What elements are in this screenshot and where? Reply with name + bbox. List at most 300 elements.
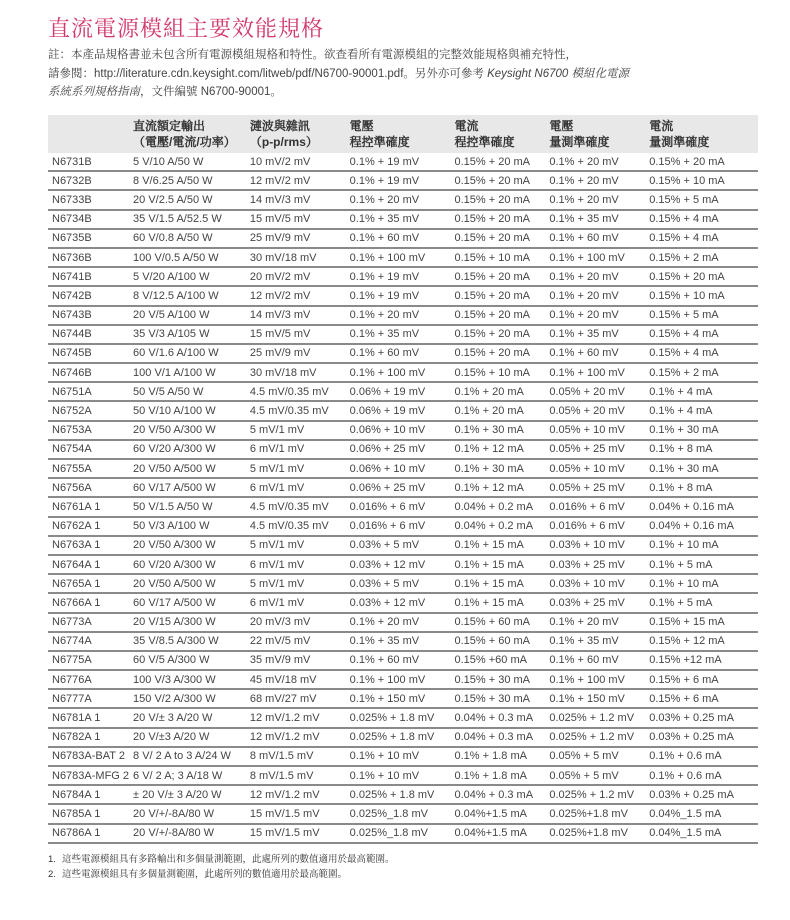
cell-ripple-noise: 25 mV/9 mV	[246, 344, 346, 363]
cell-dc-output: 20 V/5 A/100 W	[129, 306, 246, 325]
note-guide-title-cont: 系統系列規格指南	[48, 86, 140, 98]
cell-ripple-noise: 12 mV/1.2 mV	[246, 785, 346, 804]
cell-current-meas-accuracy: 0.15% + 10 mA	[645, 171, 758, 190]
cell-dc-output: 60 V/0.8 A/50 W	[129, 229, 246, 248]
cell-current-prog-accuracy: 0.1% + 1.8 mA	[450, 747, 545, 766]
cell-voltage-meas-accuracy: 0.1% + 60 mV	[545, 651, 645, 670]
cell-dc-output: 60 V/1.6 A/100 W	[129, 344, 246, 363]
footnote-1: 1. 這些電源模組具有多路輸出和多個量測範圍，此處所列的數值適用於最高範圍。	[48, 854, 395, 865]
cell-current-meas-accuracy: 0.15% + 5 mA	[645, 306, 758, 325]
cell-model: N6776A	[48, 670, 129, 689]
cell-current-prog-accuracy: 0.1% + 12 mA	[450, 478, 545, 497]
footnotes	[48, 852, 395, 882]
cell-voltage-prog-accuracy: 0.1% + 19 mV	[346, 267, 451, 286]
cell-current-prog-accuracy: 0.04% + 0.2 mA	[450, 517, 545, 536]
cell-current-prog-accuracy: 0.04%+1.5 mA	[450, 824, 545, 843]
cell-voltage-prog-accuracy: 0.025% + 1.8 mV	[346, 785, 451, 804]
cell-voltage-prog-accuracy: 0.03% + 5 mV	[346, 536, 451, 555]
table-row	[48, 401, 758, 420]
cell-dc-output: 35 V/3 A/105 W	[129, 325, 246, 344]
cell-voltage-prog-accuracy: 0.1% + 100 mV	[346, 363, 451, 382]
cell-voltage-prog-accuracy: 0.1% + 60 mV	[346, 229, 451, 248]
cell-ripple-noise: 6 mV/1 mV	[246, 440, 346, 459]
cell-model: N6784A 1	[48, 785, 129, 804]
cell-voltage-prog-accuracy: 0.1% + 150 mV	[346, 689, 451, 708]
cell-dc-output: 8 V/12.5 A/100 W	[129, 286, 246, 305]
cell-model: N6781A 1	[48, 708, 129, 727]
cell-current-prog-accuracy: 0.15% + 20 mA	[450, 325, 545, 344]
cell-voltage-meas-accuracy: 0.1% + 20 mV	[545, 306, 645, 325]
cell-voltage-meas-accuracy: 0.016% + 6 mV	[545, 497, 645, 516]
cell-current-meas-accuracy: 0.15% + 12 mA	[645, 632, 758, 651]
cell-ripple-noise: 20 mV/3 mV	[246, 613, 346, 632]
cell-ripple-noise: 12 mV/1.2 mV	[246, 708, 346, 727]
cell-current-meas-accuracy: 0.15% +12 mA	[645, 651, 758, 670]
cell-voltage-meas-accuracy: 0.05% + 10 mV	[545, 459, 645, 478]
table-row	[48, 613, 758, 632]
cell-model: N6761A 1	[48, 497, 129, 516]
cell-voltage-meas-accuracy: 0.1% + 150 mV	[545, 689, 645, 708]
cell-voltage-meas-accuracy: 0.1% + 20 mV	[545, 171, 645, 190]
table-row	[48, 728, 758, 747]
column-header-ripple-noise	[246, 115, 346, 153]
cell-dc-output: 100 V/1 A/100 W	[129, 363, 246, 382]
cell-ripple-noise: 30 mV/18 mV	[246, 363, 346, 382]
cell-dc-output: 20 V/± 3 A/20 W	[129, 708, 246, 727]
cell-model: N6734B	[48, 210, 129, 229]
cell-current-prog-accuracy: 0.15% + 30 mA	[450, 689, 545, 708]
cell-current-meas-accuracy: 0.04% + 0.16 mA	[645, 497, 758, 516]
table-row	[48, 747, 758, 766]
cell-current-prog-accuracy: 0.1% + 15 mA	[450, 536, 545, 555]
cell-dc-output: 6 V/ 2 A; 3 A/18 W	[129, 766, 246, 785]
column-header-line: （電壓/電流/功率）	[133, 135, 236, 149]
cell-current-prog-accuracy: 0.15% + 20 mA	[450, 286, 545, 305]
cell-current-prog-accuracy: 0.15% +60 mA	[450, 651, 545, 670]
cell-ripple-noise: 14 mV/3 mV	[246, 190, 346, 209]
cell-voltage-meas-accuracy: 0.05% + 25 mV	[545, 440, 645, 459]
cell-current-meas-accuracy: 0.1% + 4 mA	[645, 401, 758, 420]
cell-current-prog-accuracy: 0.04% + 0.2 mA	[450, 497, 545, 516]
cell-current-meas-accuracy: 0.15% + 6 mA	[645, 689, 758, 708]
table-row	[48, 555, 758, 574]
table-header-row	[48, 115, 758, 153]
cell-voltage-meas-accuracy: 0.05% + 5 mV	[545, 766, 645, 785]
cell-model: N6783A-MFG 2	[48, 766, 129, 785]
cell-voltage-meas-accuracy: 0.03% + 25 mV	[545, 593, 645, 612]
cell-voltage-prog-accuracy: 0.1% + 20 mV	[346, 306, 451, 325]
cell-current-meas-accuracy: 0.15% + 6 mA	[645, 670, 758, 689]
column-header-line: 漣波與雜訊	[249, 119, 310, 133]
cell-dc-output: 20 V/50 A/500 W	[129, 574, 246, 593]
cell-model: N6756A	[48, 478, 129, 497]
table-row	[48, 267, 758, 286]
cell-current-prog-accuracy: 0.04% + 0.3 mA	[450, 728, 545, 747]
cell-current-prog-accuracy: 0.1% + 30 mA	[450, 459, 545, 478]
cell-model: N6765A 1	[48, 574, 129, 593]
cell-ripple-noise: 6 mV/1 mV	[246, 478, 346, 497]
cell-voltage-prog-accuracy: 0.1% + 20 mV	[346, 190, 451, 209]
cell-current-meas-accuracy: 0.15% + 4 mA	[645, 325, 758, 344]
page-title: 直流電源模組主要效能規格	[48, 16, 325, 41]
spec-note	[48, 46, 748, 102]
cell-voltage-prog-accuracy: 0.1% + 35 mV	[346, 325, 451, 344]
column-header-current-prog-accuracy	[450, 115, 545, 153]
cell-current-meas-accuracy: 0.03% + 0.25 mA	[645, 728, 758, 747]
column-header-line: 電流	[649, 119, 674, 133]
cell-voltage-meas-accuracy: 0.025% + 1.2 mV	[545, 785, 645, 804]
table-row	[48, 344, 758, 363]
cell-voltage-meas-accuracy: 0.1% + 35 mV	[545, 210, 645, 229]
cell-dc-output: 100 V/3 A/300 W	[129, 670, 246, 689]
cell-dc-output: 60 V/17 A/500 W	[129, 478, 246, 497]
cell-voltage-meas-accuracy: 0.1% + 20 mV	[545, 613, 645, 632]
cell-ripple-noise: 12 mV/1.2 mV	[246, 728, 346, 747]
note-guide-title: Keysight N6700 模組化電源	[487, 67, 629, 80]
table-row	[48, 574, 758, 593]
cell-current-meas-accuracy: 0.1% + 8 mA	[645, 478, 758, 497]
cell-model: N6732B	[48, 171, 129, 190]
table-row	[48, 190, 758, 209]
cell-voltage-prog-accuracy: 0.1% + 19 mV	[346, 171, 451, 190]
column-header-line: 直流額定輸出	[133, 119, 206, 133]
table-row	[48, 766, 758, 785]
cell-dc-output: 50 V/3 A/100 W	[129, 517, 246, 536]
cell-voltage-prog-accuracy: 0.06% + 10 mV	[346, 459, 451, 478]
cell-voltage-prog-accuracy: 0.016% + 6 mV	[346, 497, 451, 516]
cell-current-prog-accuracy: 0.1% + 30 mA	[450, 421, 545, 440]
cell-model: N6764A 1	[48, 555, 129, 574]
cell-current-meas-accuracy: 0.15% + 4 mA	[645, 229, 758, 248]
cell-voltage-prog-accuracy: 0.1% + 60 mV	[346, 344, 451, 363]
cell-model: N6741B	[48, 267, 129, 286]
cell-voltage-prog-accuracy: 0.1% + 100 mV	[346, 670, 451, 689]
cell-voltage-prog-accuracy: 0.1% + 10 mV	[346, 766, 451, 785]
cell-voltage-prog-accuracy: 0.06% + 25 mV	[346, 478, 451, 497]
cell-dc-output: 60 V/5 A/300 W	[129, 651, 246, 670]
cell-model: N6766A 1	[48, 593, 129, 612]
cell-voltage-meas-accuracy: 0.05% + 25 mV	[545, 478, 645, 497]
cell-voltage-prog-accuracy: 0.1% + 60 mV	[346, 651, 451, 670]
cell-model: N6762A 1	[48, 517, 129, 536]
cell-voltage-meas-accuracy: 0.05% + 20 mV	[545, 401, 645, 420]
cell-voltage-prog-accuracy: 0.025% + 1.8 mV	[346, 728, 451, 747]
cell-ripple-noise: 12 mV/2 mV	[246, 286, 346, 305]
cell-dc-output: 20 V/+/-8A/80 W	[129, 824, 246, 843]
cell-model: N6786A 1	[48, 824, 129, 843]
cell-ripple-noise: 4.5 mV/0.35 mV	[246, 497, 346, 516]
cell-voltage-meas-accuracy: 0.1% + 20 mV	[545, 153, 645, 171]
cell-current-meas-accuracy: 0.1% + 4 mA	[645, 382, 758, 401]
cell-current-prog-accuracy: 0.15% + 20 mA	[450, 229, 545, 248]
cell-model: N6751A	[48, 382, 129, 401]
cell-current-meas-accuracy: 0.15% + 4 mA	[645, 210, 758, 229]
cell-model: N6745B	[48, 344, 129, 363]
cell-dc-output: 60 V/20 A/300 W	[129, 440, 246, 459]
column-header-line: 量測準確度	[649, 135, 710, 149]
cell-current-prog-accuracy: 0.1% + 15 mA	[450, 593, 545, 612]
cell-voltage-prog-accuracy: 0.1% + 19 mV	[346, 286, 451, 305]
cell-current-prog-accuracy: 0.15% + 10 mA	[450, 248, 545, 267]
table-row	[48, 171, 758, 190]
cell-current-prog-accuracy: 0.15% + 20 mA	[450, 306, 545, 325]
cell-voltage-meas-accuracy: 0.1% + 20 mV	[545, 286, 645, 305]
table-row	[48, 306, 758, 325]
table-row	[48, 689, 758, 708]
cell-current-prog-accuracy: 0.04% + 0.3 mA	[450, 708, 545, 727]
table-row	[48, 440, 758, 459]
cell-model: N6733B	[48, 190, 129, 209]
cell-model: N6773A	[48, 613, 129, 632]
table-row	[48, 248, 758, 267]
cell-dc-output: 20 V/50 A/500 W	[129, 459, 246, 478]
cell-dc-output: 5 V/10 A/50 W	[129, 153, 246, 171]
cell-ripple-noise: 6 mV/1 mV	[246, 593, 346, 612]
cell-dc-output: 60 V/17 A/500 W	[129, 593, 246, 612]
cell-voltage-prog-accuracy: 0.06% + 19 mV	[346, 382, 451, 401]
cell-ripple-noise: 22 mV/5 mV	[246, 632, 346, 651]
cell-ripple-noise: 15 mV/5 mV	[246, 325, 346, 344]
cell-model: N6753A	[48, 421, 129, 440]
cell-dc-output: 8 V/6.25 A/50 W	[129, 171, 246, 190]
cell-model: N6774A	[48, 632, 129, 651]
cell-ripple-noise: 12 mV/2 mV	[246, 171, 346, 190]
table-row	[48, 804, 758, 823]
cell-voltage-prog-accuracy: 0.025% + 1.8 mV	[346, 708, 451, 727]
cell-current-meas-accuracy: 0.15% + 4 mA	[645, 344, 758, 363]
cell-current-meas-accuracy: 0.15% + 2 mA	[645, 248, 758, 267]
cell-current-prog-accuracy: 0.1% + 15 mA	[450, 555, 545, 574]
cell-ripple-noise: 4.5 mV/0.35 mV	[246, 517, 346, 536]
cell-dc-output: 20 V/50 A/300 W	[129, 536, 246, 555]
cell-dc-output: 150 V/2 A/300 W	[129, 689, 246, 708]
cell-dc-output: 35 V/8.5 A/300 W	[129, 632, 246, 651]
footnote-2: 2. 這些電源模組具有多個量測範圍，此處所列的數值適用於最高範圍。	[48, 869, 348, 880]
table-row	[48, 153, 758, 171]
cell-model: N6735B	[48, 229, 129, 248]
cell-dc-output: 100 V/0.5 A/50 W	[129, 248, 246, 267]
cell-ripple-noise: 10 mV/2 mV	[246, 153, 346, 171]
cell-ripple-noise: 35 mV/9 mV	[246, 651, 346, 670]
column-header-current-meas-accuracy	[645, 115, 758, 153]
cell-ripple-noise: 30 mV/18 mV	[246, 248, 346, 267]
cell-current-meas-accuracy: 0.15% + 5 mA	[645, 190, 758, 209]
column-header-line: 電壓	[549, 119, 574, 133]
cell-ripple-noise: 45 mV/18 mV	[246, 670, 346, 689]
cell-voltage-meas-accuracy: 0.1% + 60 mV	[545, 344, 645, 363]
cell-voltage-meas-accuracy: 0.1% + 20 mV	[545, 190, 645, 209]
cell-current-meas-accuracy: 0.04%_1.5 mA	[645, 804, 758, 823]
cell-current-prog-accuracy: 0.15% + 60 mA	[450, 613, 545, 632]
cell-dc-output: 20 V/±3 A/20 W	[129, 728, 246, 747]
table-row	[48, 785, 758, 804]
column-header-model	[48, 115, 129, 153]
cell-voltage-meas-accuracy: 0.1% + 35 mV	[545, 325, 645, 344]
cell-current-prog-accuracy: 0.1% + 20 mA	[450, 401, 545, 420]
table-row	[48, 210, 758, 229]
cell-current-meas-accuracy: 0.1% + 30 mA	[645, 459, 758, 478]
column-header-line: 電流	[454, 119, 479, 133]
cell-voltage-prog-accuracy: 0.1% + 19 mV	[346, 153, 451, 171]
cell-model: N6782A 1	[48, 728, 129, 747]
cell-ripple-noise: 25 mV/9 mV	[246, 229, 346, 248]
cell-current-prog-accuracy: 0.04% + 0.3 mA	[450, 785, 545, 804]
cell-dc-output: 20 V/+/-8A/80 W	[129, 804, 246, 823]
cell-dc-output: 20 V/15 A/300 W	[129, 613, 246, 632]
table-row	[48, 824, 758, 843]
cell-model: N6777A	[48, 689, 129, 708]
table-row	[48, 536, 758, 555]
cell-dc-output: 35 V/1.5 A/52.5 W	[129, 210, 246, 229]
cell-model: N6746B	[48, 363, 129, 382]
cell-model: N6755A	[48, 459, 129, 478]
cell-current-meas-accuracy: 0.1% + 5 mA	[645, 555, 758, 574]
cell-voltage-meas-accuracy: 0.1% + 20 mV	[545, 267, 645, 286]
cell-voltage-meas-accuracy: 0.05% + 20 mV	[545, 382, 645, 401]
cell-current-prog-accuracy: 0.15% + 20 mA	[450, 153, 545, 171]
cell-dc-output: 20 V/50 A/300 W	[129, 421, 246, 440]
cell-dc-output: 8 V/ 2 A to 3 A/24 W	[129, 747, 246, 766]
cell-current-meas-accuracy: 0.15% + 10 mA	[645, 286, 758, 305]
cell-ripple-noise: 20 mV/2 mV	[246, 267, 346, 286]
cell-model: N6775A	[48, 651, 129, 670]
table-row	[48, 382, 758, 401]
cell-ripple-noise: 4.5 mV/0.35 mV	[246, 382, 346, 401]
table-row	[48, 632, 758, 651]
table-row	[48, 363, 758, 382]
cell-current-meas-accuracy: 0.1% + 8 mA	[645, 440, 758, 459]
column-header-voltage-prog-accuracy	[346, 115, 451, 153]
note-line-1: 註：本產品規格書並未包含所有電源模組規格和特性。欲查看所有電源模組的完整效能規格與補充特性，	[48, 49, 577, 61]
cell-voltage-prog-accuracy: 0.1% + 35 mV	[346, 210, 451, 229]
table-row	[48, 421, 758, 440]
cell-current-meas-accuracy: 0.1% + 10 mA	[645, 574, 758, 593]
cell-ripple-noise: 15 mV/1.5 mV	[246, 804, 346, 823]
cell-model: N6754A	[48, 440, 129, 459]
cell-current-meas-accuracy: 0.15% + 2 mA	[645, 363, 758, 382]
note-doc-number: ，文件編號 N6700-90001。	[140, 86, 282, 98]
cell-current-meas-accuracy: 0.1% + 0.6 mA	[645, 747, 758, 766]
cell-current-prog-accuracy: 0.15% + 20 mA	[450, 267, 545, 286]
table-row	[48, 708, 758, 727]
cell-voltage-meas-accuracy: 0.025%+1.8 mV	[545, 804, 645, 823]
cell-current-prog-accuracy: 0.1% + 20 mA	[450, 382, 545, 401]
cell-dc-output: 50 V/10 A/100 W	[129, 401, 246, 420]
cell-current-meas-accuracy: 0.1% + 10 mA	[645, 536, 758, 555]
cell-voltage-prog-accuracy: 0.03% + 12 mV	[346, 555, 451, 574]
cell-ripple-noise: 5 mV/1 mV	[246, 574, 346, 593]
cell-dc-output: 50 V/5 A/50 W	[129, 382, 246, 401]
cell-ripple-noise: 68 mV/27 mV	[246, 689, 346, 708]
cell-ripple-noise: 8 mV/1.5 mV	[246, 766, 346, 785]
cell-ripple-noise: 5 mV/1 mV	[246, 459, 346, 478]
table-row	[48, 459, 758, 478]
cell-dc-output: 5 V/20 A/100 W	[129, 267, 246, 286]
table-row	[48, 286, 758, 305]
column-header-line: 程控準確度	[349, 135, 410, 149]
cell-voltage-meas-accuracy: 0.03% + 10 mV	[545, 536, 645, 555]
cell-current-meas-accuracy: 0.1% + 30 mA	[645, 421, 758, 440]
cell-current-meas-accuracy: 0.15% + 15 mA	[645, 613, 758, 632]
cell-dc-output: ± 20 V/± 3 A/20 W	[129, 785, 246, 804]
cell-ripple-noise: 6 mV/1 mV	[246, 555, 346, 574]
cell-model: N6763A 1	[48, 536, 129, 555]
table-row	[48, 651, 758, 670]
cell-current-meas-accuracy: 0.15% + 20 mA	[645, 153, 758, 171]
column-header-line: （p-p/rms）	[249, 135, 318, 149]
cell-current-prog-accuracy: 0.1% + 15 mA	[450, 574, 545, 593]
column-header-line: 量測準確度	[549, 135, 610, 149]
cell-voltage-prog-accuracy: 0.1% + 10 mV	[346, 747, 451, 766]
cell-ripple-noise: 4.5 mV/0.35 mV	[246, 401, 346, 420]
cell-voltage-meas-accuracy: 0.1% + 60 mV	[545, 229, 645, 248]
cell-voltage-prog-accuracy: 0.1% + 20 mV	[346, 613, 451, 632]
note-line-2: 請參閱：http://literature.cdn.keysight.com/litweb/pdf/N6700-90001.pdf。另外亦可參考	[48, 67, 488, 80]
cell-current-meas-accuracy: 0.03% + 0.25 mA	[645, 785, 758, 804]
cell-ripple-noise: 5 mV/1 mV	[246, 421, 346, 440]
cell-current-prog-accuracy: 0.1% + 1.8 mA	[450, 766, 545, 785]
cell-current-prog-accuracy: 0.15% + 20 mA	[450, 344, 545, 363]
cell-voltage-prog-accuracy: 0.03% + 12 mV	[346, 593, 451, 612]
column-header-line: 電壓	[349, 119, 374, 133]
cell-current-prog-accuracy: 0.1% + 12 mA	[450, 440, 545, 459]
cell-ripple-noise: 15 mV/1.5 mV	[246, 824, 346, 843]
table-row	[48, 517, 758, 536]
cell-ripple-noise: 5 mV/1 mV	[246, 536, 346, 555]
cell-ripple-noise: 15 mV/5 mV	[246, 210, 346, 229]
cell-ripple-noise: 14 mV/3 mV	[246, 306, 346, 325]
cell-dc-output: 60 V/20 A/300 W	[129, 555, 246, 574]
cell-model: N6744B	[48, 325, 129, 344]
cell-current-meas-accuracy: 0.15% + 20 mA	[645, 267, 758, 286]
cell-model: N6743B	[48, 306, 129, 325]
cell-voltage-meas-accuracy: 0.016% + 6 mV	[545, 517, 645, 536]
cell-voltage-meas-accuracy: 0.025%+1.8 mV	[545, 824, 645, 843]
cell-model: N6731B	[48, 153, 129, 171]
cell-voltage-prog-accuracy: 0.03% + 5 mV	[346, 574, 451, 593]
cell-current-meas-accuracy: 0.1% + 0.6 mA	[645, 766, 758, 785]
cell-voltage-meas-accuracy: 0.1% + 100 mV	[545, 670, 645, 689]
table-body	[48, 153, 758, 843]
cell-voltage-prog-accuracy: 0.06% + 10 mV	[346, 421, 451, 440]
spec-table	[48, 115, 758, 844]
cell-voltage-meas-accuracy: 0.03% + 10 mV	[545, 574, 645, 593]
table-row	[48, 593, 758, 612]
cell-voltage-meas-accuracy: 0.05% + 5 mV	[545, 747, 645, 766]
cell-voltage-meas-accuracy: 0.1% + 100 mV	[545, 248, 645, 267]
table-row	[48, 478, 758, 497]
cell-current-prog-accuracy: 0.15% + 10 mA	[450, 363, 545, 382]
table-row	[48, 325, 758, 344]
cell-voltage-meas-accuracy: 0.1% + 100 mV	[545, 363, 645, 382]
cell-current-prog-accuracy: 0.15% + 20 mA	[450, 190, 545, 209]
cell-current-prog-accuracy: 0.15% + 30 mA	[450, 670, 545, 689]
cell-current-meas-accuracy: 0.04% + 0.16 mA	[645, 517, 758, 536]
cell-current-prog-accuracy: 0.15% + 20 mA	[450, 210, 545, 229]
column-header-dc-output	[129, 115, 246, 153]
cell-voltage-meas-accuracy: 0.05% + 10 mV	[545, 421, 645, 440]
cell-current-prog-accuracy: 0.15% + 60 mA	[450, 632, 545, 651]
cell-dc-output: 20 V/2.5 A/50 W	[129, 190, 246, 209]
cell-model: N6742B	[48, 286, 129, 305]
cell-ripple-noise: 8 mV/1.5 mV	[246, 747, 346, 766]
column-header-voltage-meas-accuracy	[545, 115, 645, 153]
cell-voltage-prog-accuracy: 0.06% + 19 mV	[346, 401, 451, 420]
cell-voltage-meas-accuracy: 0.025% + 1.2 mV	[545, 728, 645, 747]
cell-voltage-prog-accuracy: 0.016% + 6 mV	[346, 517, 451, 536]
cell-current-meas-accuracy: 0.04%_1.5 mA	[645, 824, 758, 843]
cell-current-meas-accuracy: 0.1% + 5 mA	[645, 593, 758, 612]
